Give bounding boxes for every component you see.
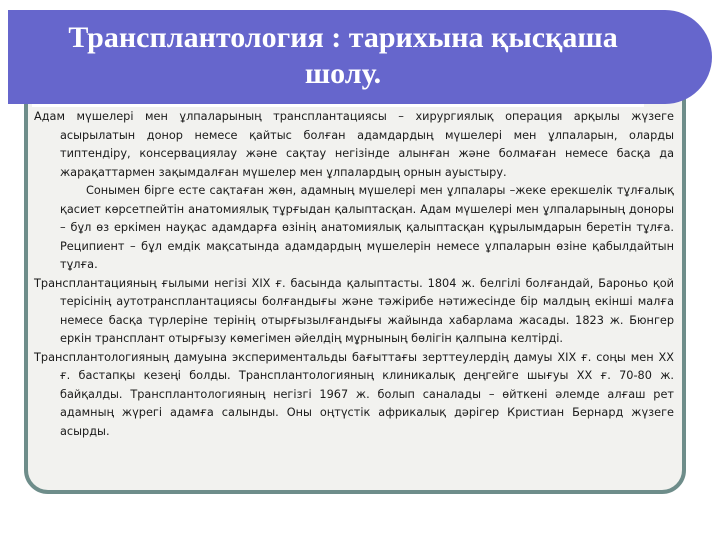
title-banner [8,10,712,104]
title-underline [32,104,644,107]
paragraph-donor-recipient: Сонымен бірге есте сақтаған жөн, адамның мүшелері мен ұлпалары –жеке ерекшелік тұлғалық қасиет көрсетпейтін анатомиялық тұрғыдан қалыптасқан. Адам мүшелері мен ұлпаларының доноры – бұл өз еркімен науқас адамдарға өзінің анатомиялық қалыптасқан құрылымдарын беретін тұлға. Реципиент – бұл емдік мақсатында адамдардың мүшелерін немесе ұлпаларын өзіне қабылдайтын тұлға. [60,184,674,271]
paragraph-history-19th-century: Трансплантацияның ғылыми негізі ХІХ ғ. басында қалыптасты. 1804 ж. белгілі болғандай, Бароньо қой терісінің аутотрансплантациясы болғандығы және тәжірибе нәтижесінде бір малдың екінші малға немесе басқа түрлеріне терінің отырғызылғандығы жайында хабарлама жасады. 1823 ж. Бюнгер еркін трансплант отырғызу көмегімен әйелдің мұрнының бөлігін қалпына келтірді. [34,276,674,345]
paragraph-history-20th-century: Трансплантологияның дамуына экспериментальды бағыттағы зерттеулердің дамуы ХІХ ғ. соңы мен ХХ ғ. бастапқы кезеңі болды. Трансплантологияның клиникалық деңгейге шығуы ХХ ғ. 70-80 ж. байқалды. Трансплантологияның негізгі 1967 ж. болып саналады – өйткені әлемде алғаш рет адамның жүрегі адамға салынды. Оны оңтүстік африкалық дәрігер Кристиан Бернард жүзеге асырды. [34,350,674,438]
slide-body [34,108,674,441]
slide-title: Трансплантология : тарихына қысқаша шолу. [68,21,618,90]
paragraph-definition: Адам мүшелері мен ұлпаларының трансплантациясы – хирургиялық операция арқылы жүзеге асырылатын донор немесе қайтыс болған адамдардың мүшелері мен ұлпаларын, оларды типтендіру, консервациялау және сақтау негізінде алынған және болмаған немесе басқа да жарақаттармен зақымдалған мүшелер мен ұлпалардың орнын ауыстыру. [34,110,674,179]
